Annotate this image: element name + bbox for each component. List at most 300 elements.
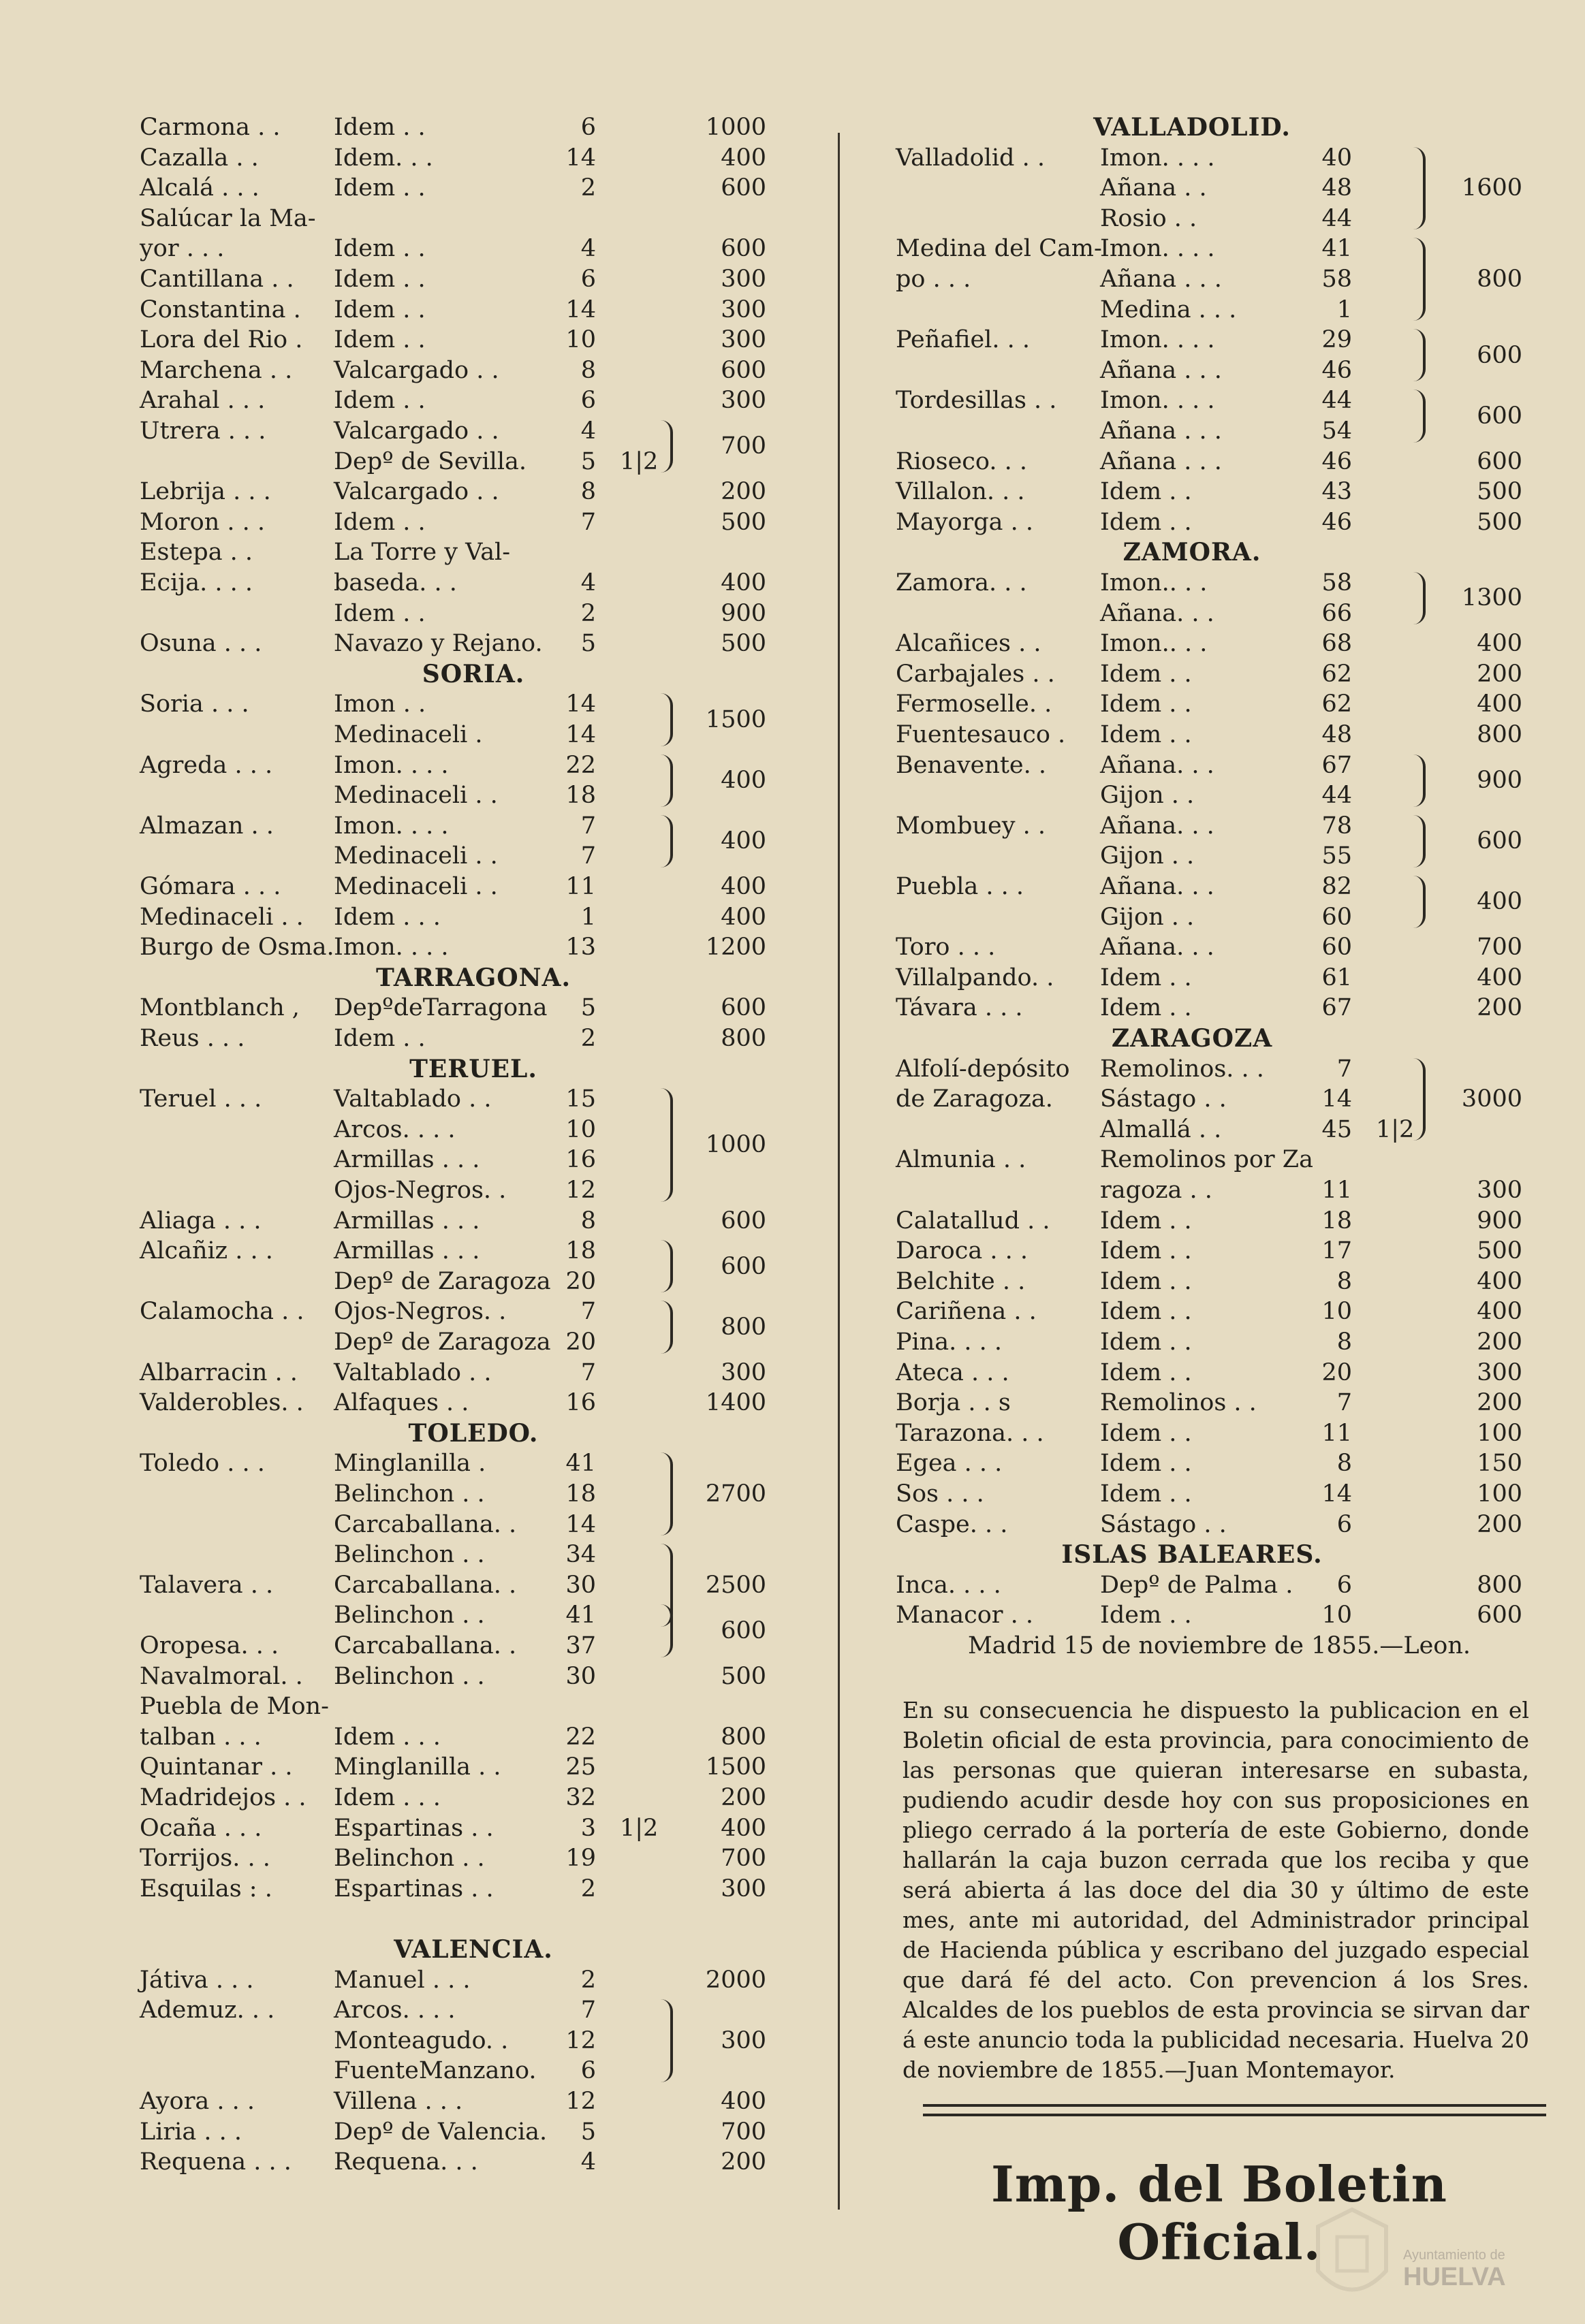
quantity-value: 5: [580, 447, 596, 475]
amount-value: 2500: [705, 1571, 766, 1599]
town-name: Lebrija . . .: [140, 478, 271, 506]
ledger-row: [140, 264, 807, 295]
amount-value: 600: [1477, 402, 1522, 430]
ledger-row: [140, 1995, 807, 2026]
ledger-row: [140, 1540, 807, 1570]
quantity-value: 8: [1336, 1328, 1352, 1356]
quantity-value: 15: [565, 1085, 596, 1113]
quantity-value: 18: [565, 782, 596, 810]
supply-source: Idem . .: [334, 266, 426, 293]
ledger-row: [140, 1722, 807, 1753]
supply-source: Idem . .: [1100, 1480, 1192, 1508]
supply-source: Idem . .: [334, 1025, 426, 1052]
quantity-value: 25: [565, 1753, 596, 1781]
supply-source: Añana . . .: [1100, 266, 1222, 293]
supply-source: Añana . . .: [1100, 447, 1222, 475]
supply-source: Idem . .: [1100, 508, 1192, 536]
supply-source: Belinchon . .: [334, 1602, 485, 1629]
amount-value: 600: [721, 1252, 766, 1280]
supply-source: Minglanilla .: [334, 1450, 486, 1478]
town-name: Teruel . . .: [140, 1085, 262, 1113]
column-divider: [838, 133, 840, 2210]
amount-value: 500: [1477, 478, 1522, 506]
fraction-value: 1|2: [1376, 1115, 1415, 1143]
group-amount: [896, 826, 1543, 857]
supply-source: Remolinos por Za: [1100, 1146, 1313, 1174]
ledger-row: [896, 1296, 1543, 1327]
town-name: Alcalá . . .: [140, 174, 260, 202]
quantity-value: 11: [1321, 1177, 1352, 1204]
supply-source: Belinchon . .: [334, 1662, 485, 1690]
province-heading: TERUEL.: [409, 1054, 537, 1083]
amount-value: 400: [721, 569, 766, 596]
town-name: Torrijos. . .: [140, 1845, 270, 1873]
ledger-row: [140, 2056, 807, 2086]
supply-source: Imon.. . .: [1100, 569, 1208, 596]
ledger-row: [896, 1600, 1543, 1631]
supply-source: Villena . . .: [334, 2088, 463, 2115]
group-amount: [140, 1479, 807, 1510]
amount-value: 800: [1477, 266, 1522, 293]
supply-source: Idem . .: [334, 235, 426, 263]
ledger-row: [896, 447, 1543, 477]
amount-value: 100: [1477, 1480, 1522, 1508]
ledger-row: [140, 325, 807, 355]
amount-value: 600: [721, 356, 766, 384]
supply-source: Navazo y Rejano.: [334, 630, 543, 658]
town-name: Calatallud . .: [896, 1207, 1050, 1235]
quantity-value: 6: [580, 2057, 596, 2085]
quantity-value: 29: [1321, 326, 1352, 354]
town-name: Zamora. . .: [896, 569, 1027, 596]
group-amount: [140, 705, 807, 735]
supply-source: Depº de Valencia.: [334, 2118, 548, 2146]
supply-source: Carcaballana. .: [334, 1632, 517, 1659]
town-name: Salúcar la Ma-: [140, 204, 316, 232]
supply-source: Idem . .: [1100, 1298, 1192, 1326]
quantity-value: 16: [565, 1389, 596, 1417]
quantity-value: 58: [1321, 266, 1352, 293]
amount-value: 300: [1477, 1177, 1522, 1204]
quantity-value: 12: [565, 2088, 596, 2115]
quantity-value: 12: [565, 1177, 596, 1204]
city-seal-watermark: [1311, 2206, 1393, 2308]
supply-source: Imon. . . .: [1100, 144, 1215, 172]
town-name: Inca. . . .: [896, 1571, 1001, 1599]
ledger-row: [896, 720, 1543, 750]
supply-source: Gijon . .: [1100, 903, 1195, 931]
amount-value: 600: [721, 174, 766, 202]
quantity-value: 18: [565, 1480, 596, 1508]
quantity-value: 30: [565, 1662, 596, 1690]
supply-source: baseda. . .: [334, 569, 457, 596]
supply-source: Remolinos . .: [1100, 1389, 1257, 1417]
quantity-value: 30: [565, 1571, 596, 1599]
supply-source: Añana. . .: [1100, 934, 1214, 961]
ledger-row: [896, 1267, 1543, 1297]
supply-source: Minglanilla . .: [334, 1753, 501, 1781]
amount-value: 1000: [705, 1131, 766, 1159]
town-name: Villalpando. .: [896, 964, 1054, 991]
fraction-value: 1|2: [620, 447, 659, 475]
town-name: Belchite . .: [896, 1267, 1026, 1295]
ledger-row: [140, 385, 807, 416]
town-name: Almunia . .: [896, 1146, 1026, 1174]
quantity-value: 68: [1321, 630, 1352, 658]
quantity-value: 7: [580, 508, 596, 536]
town-name: Játiva . . .: [140, 1966, 254, 1994]
group-amount: [896, 887, 1543, 917]
ledger-row: [140, 112, 807, 143]
ledger-row: [896, 234, 1543, 264]
quantity-value: 48: [1321, 174, 1352, 202]
supply-source: Idem . .: [1100, 1450, 1192, 1478]
ledger-row: [896, 1358, 1543, 1388]
ledger-row: [140, 1965, 807, 1996]
amount-value: 600: [721, 1617, 766, 1644]
group-amount: [896, 173, 1543, 204]
town-name: Manacor . .: [896, 1602, 1034, 1629]
group-amount: [896, 264, 1543, 295]
ledger-row: [140, 477, 807, 507]
ledger-row: [140, 1661, 807, 1692]
supply-source: Valtablado . .: [334, 1358, 492, 1386]
ledger-row: [896, 963, 1543, 993]
amount-value: 1600: [1461, 174, 1522, 202]
notice-paragraph: En su consecuencia he dispuesto la publicacion en el Boletin oficial de esta provincia, para conocimiento de las personas que quieran interesarse en subasta, pudiendo acudir desde hoy con sus proposiciones en pliego cerrado á la portería de este Gobierno, donde hallarán la caja buzon cerrada que los reciba y que será abierta á las doce del dia 30 y último de este mes, ante mi autoridad, del Administrador principal de Hacienda pública y escribano del juzgado especial que dará fé del acto. Con prevencion á los Sres. Alcaldes de los pueblos de esta provincia se sirvan dar á este anuncio toda la publicidad necesaria. Huelva 20 de noviembre de 1855.—Juan Montemayor.: [903, 1697, 1529, 2083]
town-name: Tarazona. . .: [896, 1419, 1044, 1447]
quantity-value: 48: [1321, 721, 1352, 748]
supply-source: Valcargado . .: [334, 478, 499, 506]
supply-source: Armillas . . .: [334, 1146, 480, 1174]
amount-value: 500: [721, 508, 766, 536]
quantity-value: 46: [1321, 508, 1352, 536]
quantity-value: 2: [580, 174, 596, 202]
amount-value: 900: [1477, 1207, 1522, 1235]
quantity-value: 37: [565, 1632, 596, 1659]
amount-value: 400: [721, 1814, 766, 1842]
quantity-value: 11: [1321, 1419, 1352, 1447]
quantity-value: 4: [580, 235, 596, 263]
supply-source: Añana . . .: [1100, 356, 1222, 384]
town-name: Puebla . . .: [896, 873, 1024, 900]
supply-source: Medinaceli .: [334, 721, 483, 748]
town-name: Pina. . . .: [896, 1328, 1003, 1356]
town-name: Moron . . .: [140, 508, 266, 536]
ledger-row: [140, 2086, 807, 2117]
supply-source: Añana. . .: [1100, 751, 1214, 779]
quantity-value: 41: [565, 1450, 596, 1478]
supply-source: Almallá . .: [1100, 1115, 1222, 1143]
quantity-value: 82: [1321, 873, 1352, 900]
group-amount: [140, 826, 807, 857]
group-amount: [896, 401, 1543, 432]
group-amount: [896, 765, 1543, 796]
supply-source: Sástago . .: [1100, 1085, 1227, 1113]
quantity-value: 8: [580, 1207, 596, 1235]
quantity-value: 62: [1321, 690, 1352, 718]
ledger-row: [896, 932, 1543, 963]
dateline: Madrid 15 de noviembre de 1855.—Leon.: [967, 1632, 1471, 1659]
supply-source: Medina . . .: [1100, 296, 1237, 323]
quantity-value: 2: [580, 1025, 596, 1052]
quantity-value: 19: [565, 1845, 596, 1873]
quantity-value: 60: [1321, 903, 1352, 931]
province-heading: ISLAS BALEARES.: [1061, 1540, 1323, 1570]
quantity-value: 14: [1321, 1480, 1352, 1508]
quantity-value: 7: [580, 1358, 596, 1386]
quantity-value: 7: [580, 1298, 596, 1326]
supply-source: FuenteManzano.: [334, 2057, 537, 2085]
quantity-value: 62: [1321, 660, 1352, 688]
supply-source: Idem . . .: [334, 1784, 441, 1811]
amount-value: 1000: [705, 114, 766, 141]
quantity-value: 2: [580, 1875, 596, 1903]
ledger-row: [140, 234, 807, 264]
ledger-row: [896, 1570, 1543, 1601]
supply-source: Medinaceli . .: [334, 873, 498, 900]
supply-source: Medinaceli . .: [334, 842, 498, 870]
quantity-value: 7: [1336, 1389, 1352, 1417]
amount-value: 300: [721, 1875, 766, 1903]
ledger-row: [140, 173, 807, 204]
ledger-row: [896, 659, 1543, 690]
amount-value: 900: [721, 599, 766, 627]
supply-source: Idem . .: [334, 508, 426, 536]
ledger-row: [140, 1206, 807, 1237]
group-amount: [140, 2026, 807, 2056]
quantity-value: 10: [565, 326, 596, 354]
supply-source: Idem . .: [1100, 1358, 1192, 1386]
ledger-row: [896, 143, 1543, 174]
quantity-value: 6: [580, 114, 596, 141]
supply-source: Belinchon . .: [334, 1480, 485, 1508]
amount-value: 300: [721, 326, 766, 354]
supply-source: Gijon . .: [1100, 842, 1195, 870]
ledger-row: [140, 1783, 807, 1813]
ledger-row: [896, 1448, 1543, 1479]
town-name: Navalmoral. .: [140, 1662, 303, 1690]
supply-source: Imon. . . .: [1100, 326, 1215, 354]
town-name: Alfolí-depósito: [896, 1055, 1070, 1083]
town-name: Alcañices . .: [896, 630, 1041, 658]
town-name: Marchena . .: [140, 356, 293, 384]
quantity-value: 8: [580, 356, 596, 384]
amount-value: 400: [721, 873, 766, 900]
supply-source: Requena. . .: [334, 2148, 478, 2176]
supply-source: Añana. . .: [1100, 812, 1214, 840]
supply-source: Idem . . .: [334, 1723, 441, 1751]
amount-value: 400: [1477, 630, 1522, 658]
supply-source: Idem . .: [1100, 1602, 1192, 1629]
supply-source: Idem . .: [1100, 721, 1192, 748]
ledger-row: [896, 1206, 1543, 1237]
ledger-row: [896, 1236, 1543, 1267]
town-name: po . . .: [896, 266, 971, 293]
supply-source: Arcos. . . .: [334, 1996, 456, 2024]
quantity-value: 61: [1321, 964, 1352, 991]
town-name: Peñafiel. . .: [896, 326, 1030, 354]
quantity-value: 14: [565, 144, 596, 172]
town-name: Valderobles. .: [140, 1389, 304, 1417]
quantity-value: 60: [1321, 934, 1352, 961]
supply-source: Idem . .: [1100, 1207, 1192, 1235]
supply-source: Monteagudo. .: [334, 2026, 509, 2054]
supply-source: Ojos-Negros. .: [334, 1177, 507, 1204]
supply-source: Medinaceli . .: [334, 782, 498, 810]
supply-source: Manuel . . .: [334, 1966, 471, 1994]
supply-source: Carcaballana. .: [334, 1510, 517, 1538]
province-heading: ZARAGOZA: [1111, 1024, 1273, 1053]
town-name: Mayorga . .: [896, 508, 1034, 536]
quantity-value: 14: [565, 296, 596, 323]
town-name: Távara . . .: [896, 994, 1023, 1022]
supply-source: Imon . .: [334, 690, 426, 718]
ledger-row: [140, 568, 807, 599]
amount-value: 300: [721, 2026, 766, 2054]
ledger-row: [140, 1358, 807, 1388]
quantity-value: 44: [1321, 782, 1352, 810]
watermark-text: Ayuntamiento de HUELVA: [1403, 2248, 1506, 2291]
ledger-row: [140, 1874, 807, 1905]
supply-source: Idem . .: [1100, 1267, 1192, 1295]
quantity-value: 18: [565, 1237, 596, 1265]
amount-value: 500: [1477, 508, 1522, 536]
amount-value: 700: [721, 1845, 766, 1873]
supply-source: Idem . . .: [334, 903, 441, 931]
town-name: Caspe. . .: [896, 1510, 1008, 1538]
supply-source: La Torre y Val-: [334, 539, 511, 567]
supply-source: Idem . .: [1100, 690, 1192, 718]
amount-value: 400: [721, 827, 766, 855]
quantity-value: 41: [1321, 235, 1352, 263]
quantity-value: 41: [565, 1602, 596, 1629]
town-name: Estepa . .: [140, 539, 253, 567]
town-name: Carbajales . .: [896, 660, 1055, 688]
amount-value: 500: [721, 1662, 766, 1690]
quantity-value: 7: [580, 1996, 596, 2024]
town-name: Ayora . . .: [140, 2088, 255, 2115]
town-name: Cariñena . .: [896, 1298, 1037, 1326]
ledger-row: [896, 507, 1543, 538]
amount-value: 700: [1477, 934, 1522, 961]
supply-source: Idem. . .: [334, 144, 433, 172]
amount-value: 600: [1477, 341, 1522, 369]
supply-source: Sástago . .: [1100, 1510, 1227, 1538]
ledger-row: [140, 355, 807, 386]
quantity-value: 2: [580, 599, 596, 627]
quantity-value: 6: [1336, 1510, 1352, 1538]
ledger-row: [896, 1145, 1543, 1175]
supply-source: Añana . . .: [1100, 417, 1222, 445]
town-name: Egea . . .: [896, 1450, 1003, 1478]
ledger-row: [140, 993, 807, 1023]
quantity-value: 46: [1321, 356, 1352, 384]
town-name: Puebla de Mon-: [140, 1693, 329, 1721]
quantity-value: 67: [1321, 994, 1352, 1022]
supply-source: Idem . .: [334, 174, 426, 202]
supply-source: Imon. . . .: [334, 934, 449, 961]
ledger-row: [896, 1388, 1543, 1418]
ledger-row: [140, 507, 807, 538]
amount-value: 150: [1477, 1450, 1522, 1478]
amount-value: 400: [1477, 1298, 1522, 1326]
amount-value: 400: [1477, 1267, 1522, 1295]
supply-source: Belinchon . .: [334, 1845, 485, 1873]
town-name: Montblanch ,: [140, 994, 300, 1022]
quantity-value: 4: [580, 569, 596, 596]
ledger-row: [896, 295, 1543, 325]
amount-value: 200: [721, 2148, 766, 2176]
quantity-value: 40: [1321, 144, 1352, 172]
supply-source: Depº de Sevilla.: [334, 447, 527, 475]
quantity-value: 11: [565, 873, 596, 900]
quantity-value: 17: [1321, 1237, 1352, 1265]
town-name: Requena . . .: [140, 2148, 292, 2176]
ledger-row: [140, 932, 807, 963]
ledger-row: [896, 993, 1543, 1023]
amount-value: 800: [721, 1313, 766, 1341]
supply-source: Idem . .: [334, 599, 426, 627]
town-name: Utrera . . .: [140, 417, 266, 445]
ledger-row: [140, 1084, 807, 1115]
amount-value: 1400: [705, 1389, 766, 1417]
quantity-value: 10: [1321, 1602, 1352, 1629]
supply-source: Depº de Palma .: [1100, 1571, 1293, 1599]
town-name: Albarracin . .: [140, 1358, 298, 1386]
quantity-value: 43: [1321, 478, 1352, 506]
amount-value: 700: [721, 432, 766, 460]
quantity-value: 2: [580, 1966, 596, 1994]
town-name: Ademuz. . .: [140, 1996, 275, 2024]
supply-source: Idem . .: [1100, 478, 1192, 506]
quantity-value: 7: [580, 842, 596, 870]
town-name: Toro . . .: [896, 934, 996, 961]
town-name: yor . . .: [140, 235, 225, 263]
quantity-value: 10: [565, 1115, 596, 1143]
amount-value: 200: [721, 1784, 766, 1811]
town-name: Cazalla . .: [140, 144, 259, 172]
supply-source: DepºdeTarragona: [334, 994, 548, 1022]
quantity-value: 6: [580, 387, 596, 415]
amount-value: 2700: [705, 1480, 766, 1508]
supply-source: Depº de Zaragoza: [334, 1267, 551, 1295]
ledger-row: [896, 477, 1543, 507]
amount-value: 600: [721, 235, 766, 263]
quantity-value: 14: [565, 1510, 596, 1538]
town-name: Constantina .: [140, 296, 301, 323]
quantity-value: 7: [1336, 1055, 1352, 1083]
supply-source: Arcos. . . .: [334, 1115, 456, 1143]
amount-value: 200: [1477, 994, 1522, 1022]
ledger-row: [140, 1175, 807, 1206]
ledger-row: [140, 1691, 807, 1722]
amount-value: 3000: [1461, 1085, 1522, 1113]
amount-value: 400: [1477, 690, 1522, 718]
quantity-value: 54: [1321, 417, 1352, 445]
ledger-row: [140, 1023, 807, 1054]
supply-source: Imon. . . .: [334, 812, 449, 840]
town-name: Aliaga . . .: [140, 1207, 262, 1235]
group-amount: [140, 431, 807, 462]
town-name: Almazan . .: [140, 812, 274, 840]
ledger-row: [140, 1813, 807, 1844]
town-name: Ocaña . . .: [140, 1814, 262, 1842]
quantity-value: 44: [1321, 204, 1352, 232]
group-amount: [140, 1312, 807, 1343]
quantity-value: 10: [1321, 1298, 1352, 1326]
quantity-value: 67: [1321, 751, 1352, 779]
